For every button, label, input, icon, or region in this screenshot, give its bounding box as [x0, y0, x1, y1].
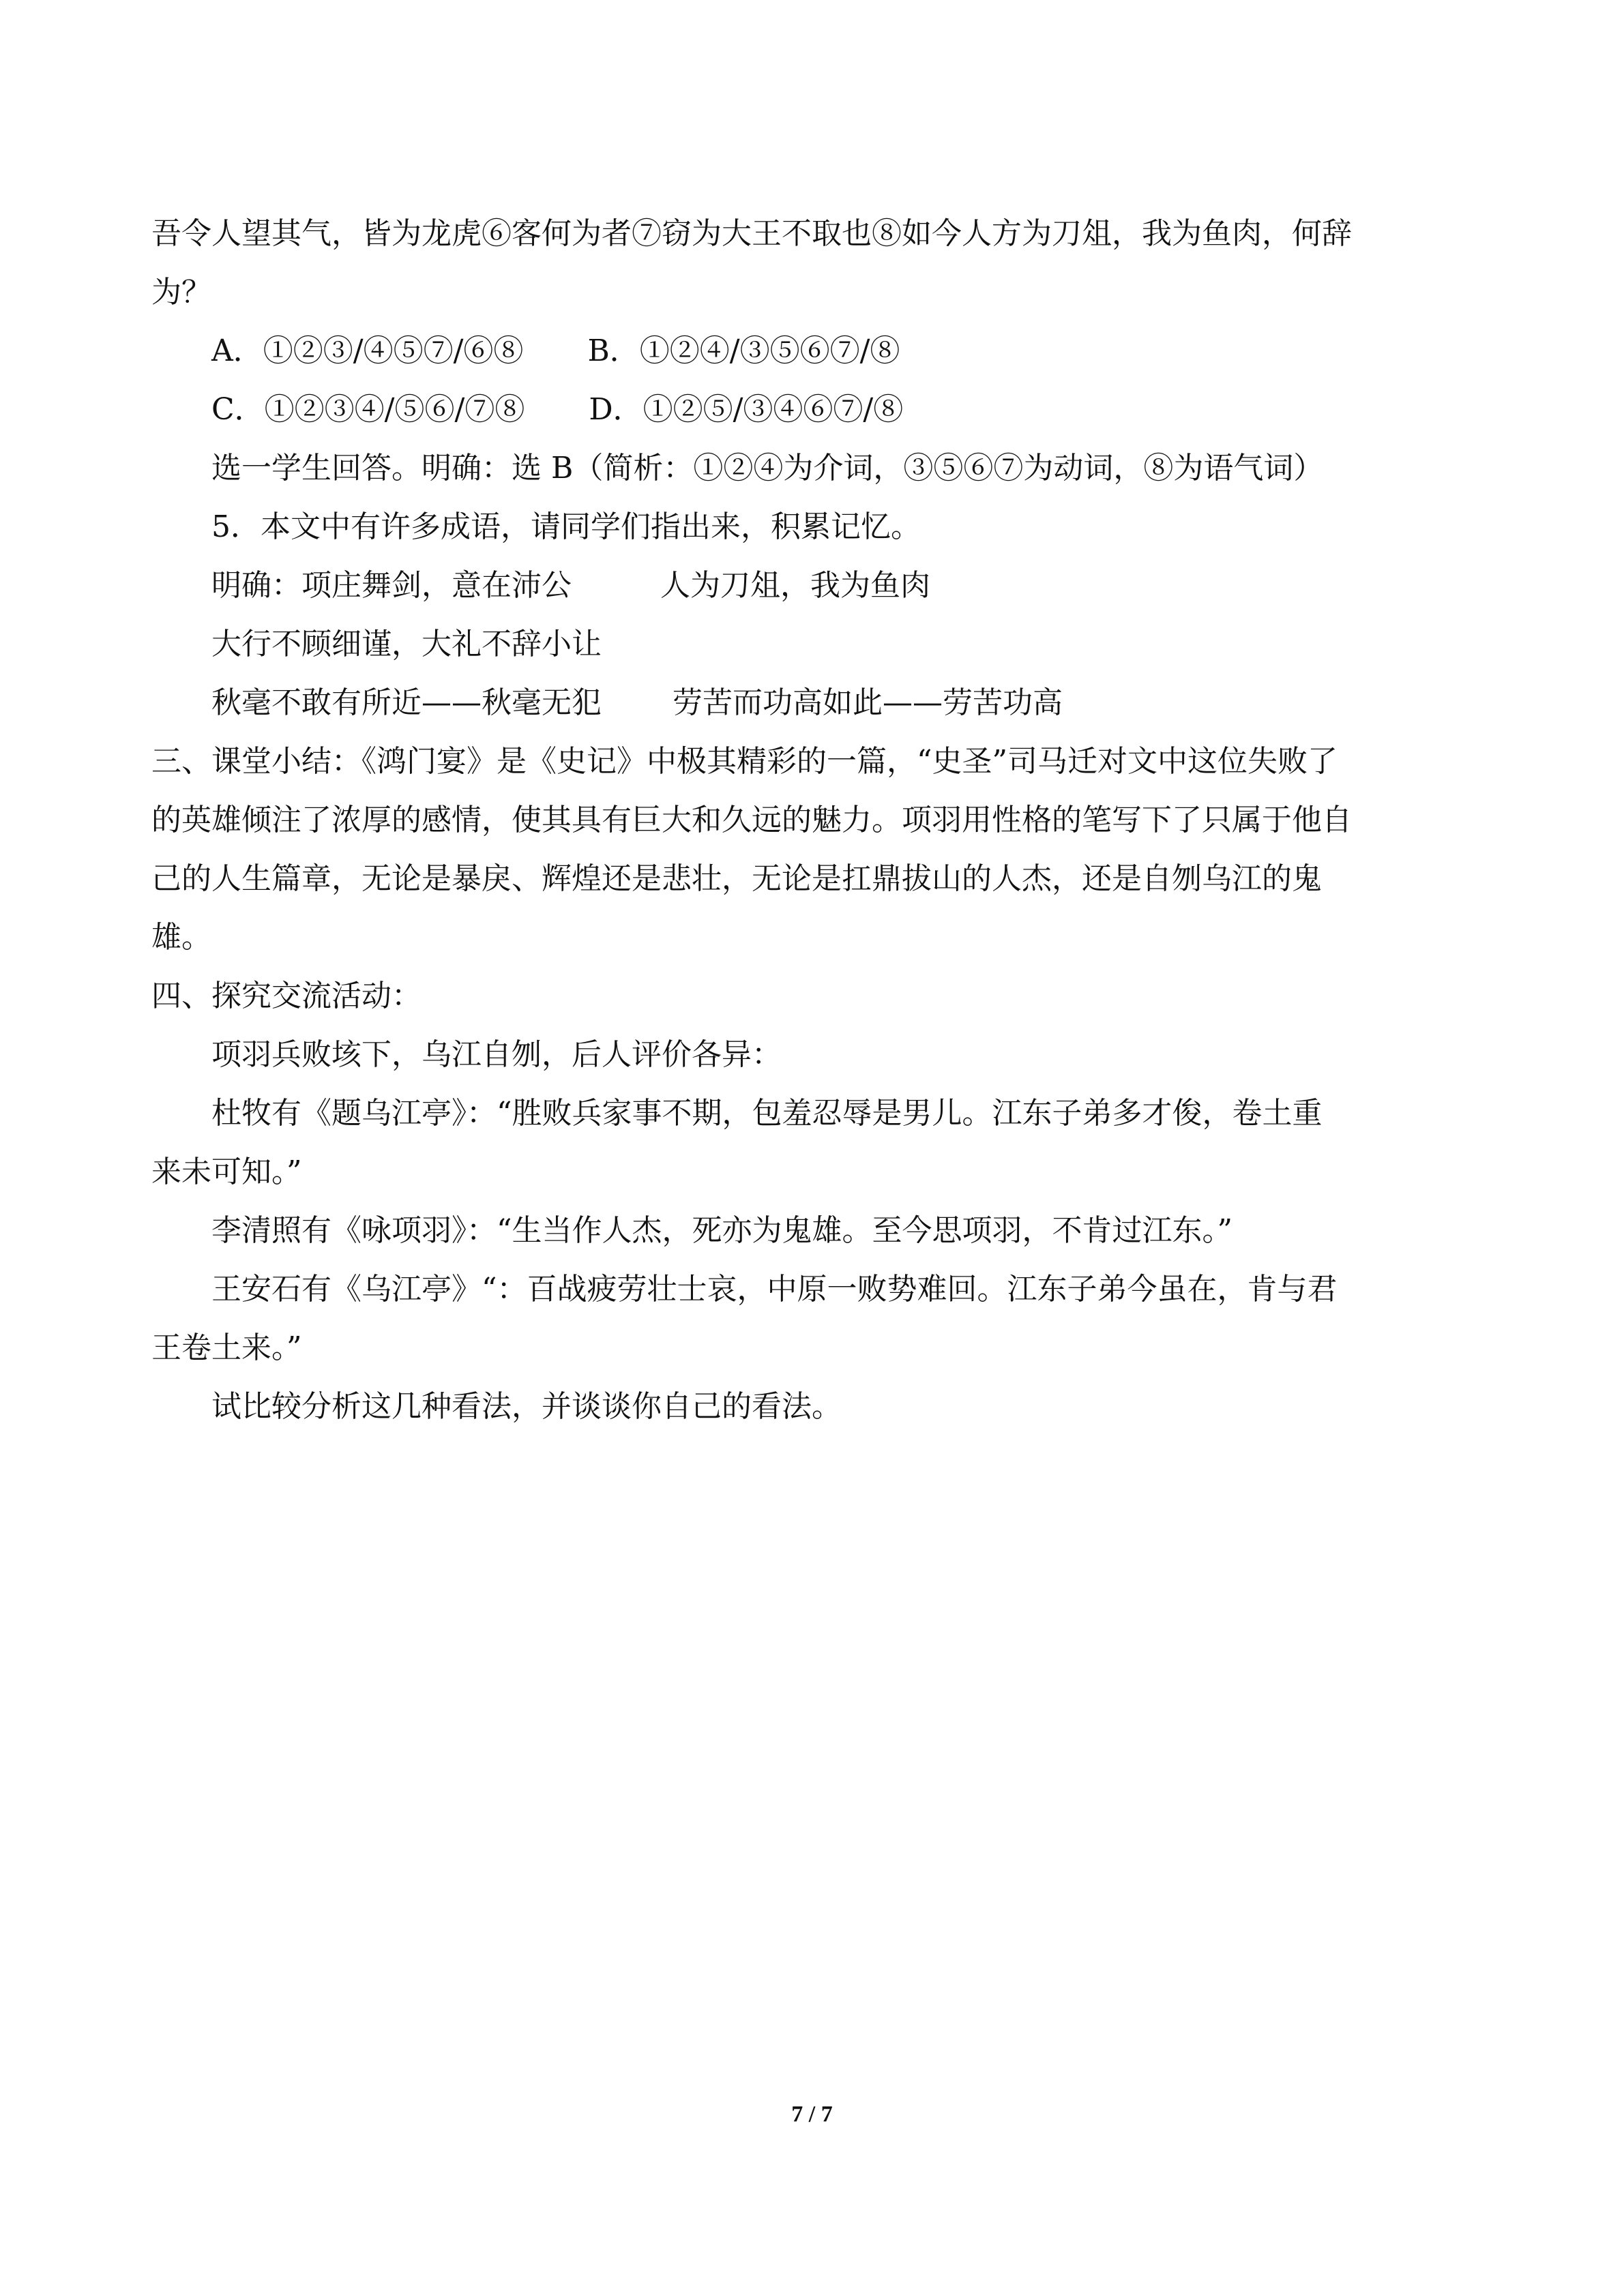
option-a: A．①②③/④⑤⑦/⑥⑧	[211, 333, 524, 368]
idiom-row-2: 大行不顾细谨，大礼不辞小让	[211, 627, 602, 661]
quote-liqingzhao: 李清照有《咏项羽》：“生当作人杰，死亦为鬼雄。至今思项羽，不肯过江东。”	[211, 1213, 1232, 1248]
quote-wanganshi-cont: 王卷土来。”	[151, 1330, 302, 1365]
options-row-cd	[151, 381, 1481, 439]
idiom: 劳苦而功高如此——劳苦功高	[673, 685, 1063, 720]
question-5: 5．本文中有许多成语，请同学们指出来，积累记忆。	[211, 509, 921, 544]
quote-wanganshi: 王安石有《乌江亭》“：百战疲劳壮士哀，中原一败势难回。江东子弟今虽在，肯与君	[211, 1272, 1338, 1307]
section-heading: 四、探究交流活动：	[151, 979, 422, 1013]
text-line: 为？	[151, 275, 211, 310]
task-line: 试比较分析这几种看法，并谈谈你自己的看法。	[211, 1389, 842, 1424]
idiom-row-3	[151, 674, 1481, 732]
option-d: D．①②⑤/③④⑥⑦/⑧	[589, 392, 904, 427]
summary-line: 的英雄倾注了浓厚的感情，使其具有巨大和久远的魅力。项羽用性格的笔写下了只属于他自	[151, 803, 1352, 837]
summary-line: 三、课堂小结：《鸿门宴》是《史记》中极其精彩的一篇，“史圣”司马迁对文中这位失败了	[151, 744, 1338, 779]
idiom: 人为刀俎，我为鱼肉	[660, 568, 930, 603]
idiom: 明确：项庄舞剑，意在沛公	[211, 568, 572, 603]
quote-dumu: 杜牧有《题乌江亭》：“胜败兵家事不期，包羞忍辱是男儿。江东子弟多才俊，卷土重	[211, 1096, 1323, 1131]
option-c: C．①②③④/⑤⑥/⑦⑧	[211, 392, 525, 427]
options-row-ab	[151, 322, 1481, 381]
idiom-row-1	[151, 556, 1481, 615]
option-b: B．①②④/③⑤⑥⑦/⑧	[587, 333, 900, 368]
quote-dumu-cont: 来未可知。”	[151, 1154, 302, 1189]
text-line: 项羽兵败垓下，乌江自刎，后人评价各异：	[211, 1037, 782, 1072]
text-line: 吾令人望其气，皆为龙虎⑥客何为者⑦窃为大王不取也⑧如今人方为刀俎，我为鱼肉，何辞	[151, 216, 1352, 251]
summary-line: 雄。	[151, 920, 211, 955]
document-body	[151, 205, 1481, 1436]
answer-line: 选一学生回答。明确：选 B（简析：①②④为介词，③⑤⑥⑦为动词，⑧为语气词）	[211, 451, 1324, 486]
idiom: 秋毫不敢有所近——秋毫无犯	[211, 685, 602, 720]
summary-line: 己的人生篇章，无论是暴戾、辉煌还是悲壮，无论是扛鼎拔山的人杰，还是自刎乌江的鬼	[151, 861, 1322, 896]
page-number: 7 / 7	[791, 2102, 833, 2127]
